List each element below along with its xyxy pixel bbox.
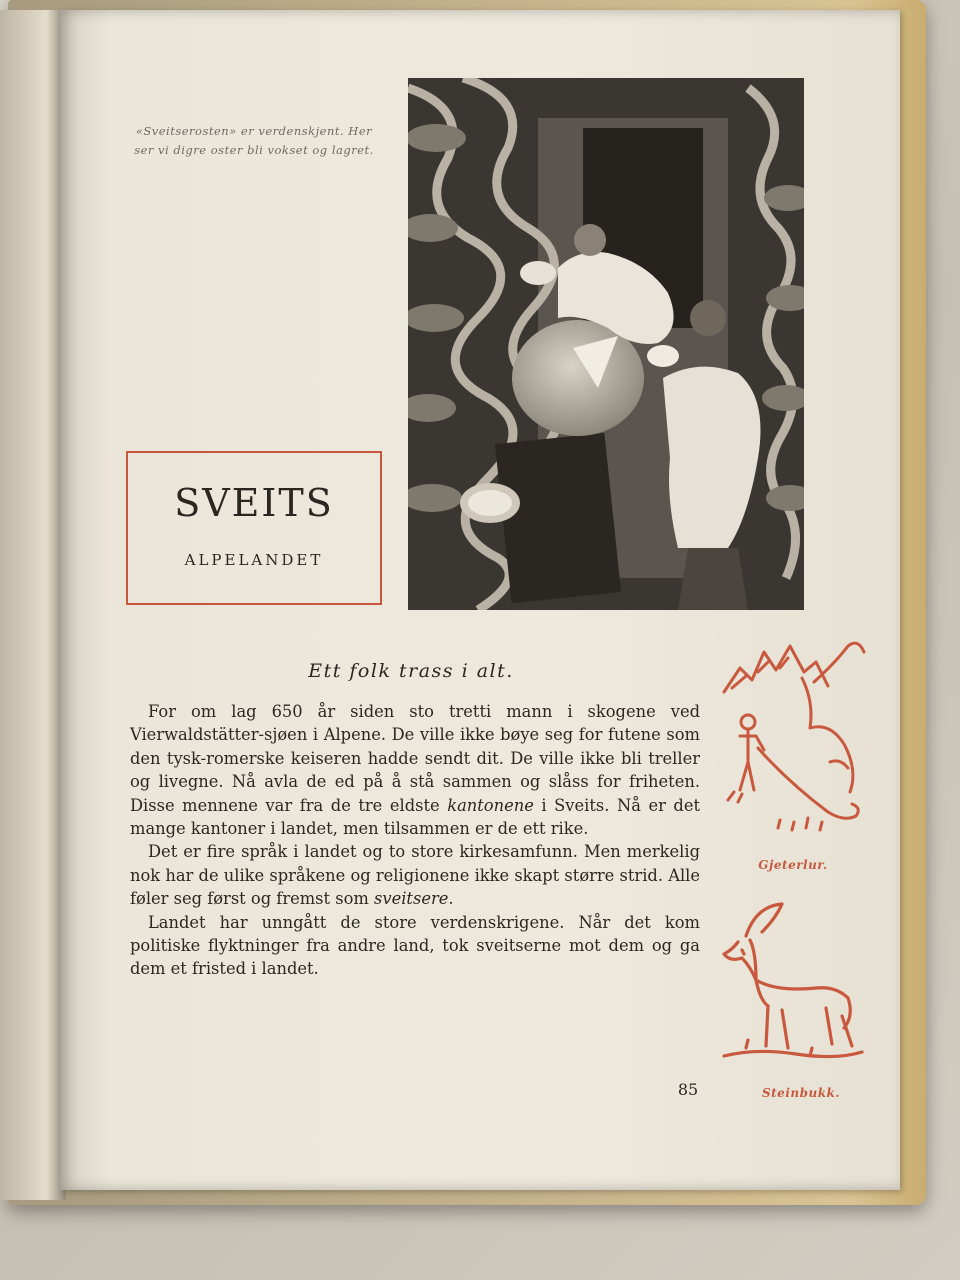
alphorn-caption: Gjeterlur. xyxy=(758,858,828,872)
chapter-subtitle: ALPELANDET xyxy=(184,551,324,569)
paragraph-3: Landet har unngått de store verdenskrigene. Når det kom politiske flyktninger fra andre land, tok sveitserne mot dem og ga dem et fristed i landet. xyxy=(130,912,700,979)
cheese-cellar-photo-drawing xyxy=(408,78,804,610)
italic-term: sveitsere xyxy=(374,889,449,909)
ibex-illustration xyxy=(716,896,868,1068)
page-number: 85 xyxy=(677,1080,699,1099)
photo-caption: «Sveitserosten» er verdenskjent. Her ser vi digre oster bli vokset og lagret. xyxy=(134,124,374,157)
alphorn-player-icon xyxy=(718,632,868,842)
cheese-cellar-photo xyxy=(408,78,804,610)
paragraph-2: Det er fire språk i landet og to store kirkesamfunn. Men merkelig nok har de ulike språkene og religionene ikke skapt større strid. Alle føler seg først og fremst som sveitsere. xyxy=(130,842,700,909)
section-heading: Ett folk trass i alt. xyxy=(308,660,514,682)
left-page-edge xyxy=(0,10,66,1200)
italic-term: kantonene xyxy=(447,795,534,815)
alphorn-illustration xyxy=(718,632,868,842)
body-text xyxy=(130,700,700,981)
paragraph-1: For om lag 650 år siden sto tretti mann i skogene ved Vierwaldstätter-sjøen i Alpene. De ville ikke bøye seg for futene som den tysk-romerske keiseren hadde sendt dit. De ville ikke bli treller og livegne. Nå avla de ed på å stå sammen og slåss for friheten. Disse mennene var fra de tre eldste kantonene i Sveits. Nå er det mange kantoner i landet, men tilsammen er de ett rike. xyxy=(130,702,700,839)
chapter-title-box xyxy=(126,451,382,605)
ibex-caption: Steinbukk. xyxy=(761,1086,841,1100)
chapter-title: SVEITS xyxy=(174,481,334,525)
ibex-icon xyxy=(716,896,868,1068)
